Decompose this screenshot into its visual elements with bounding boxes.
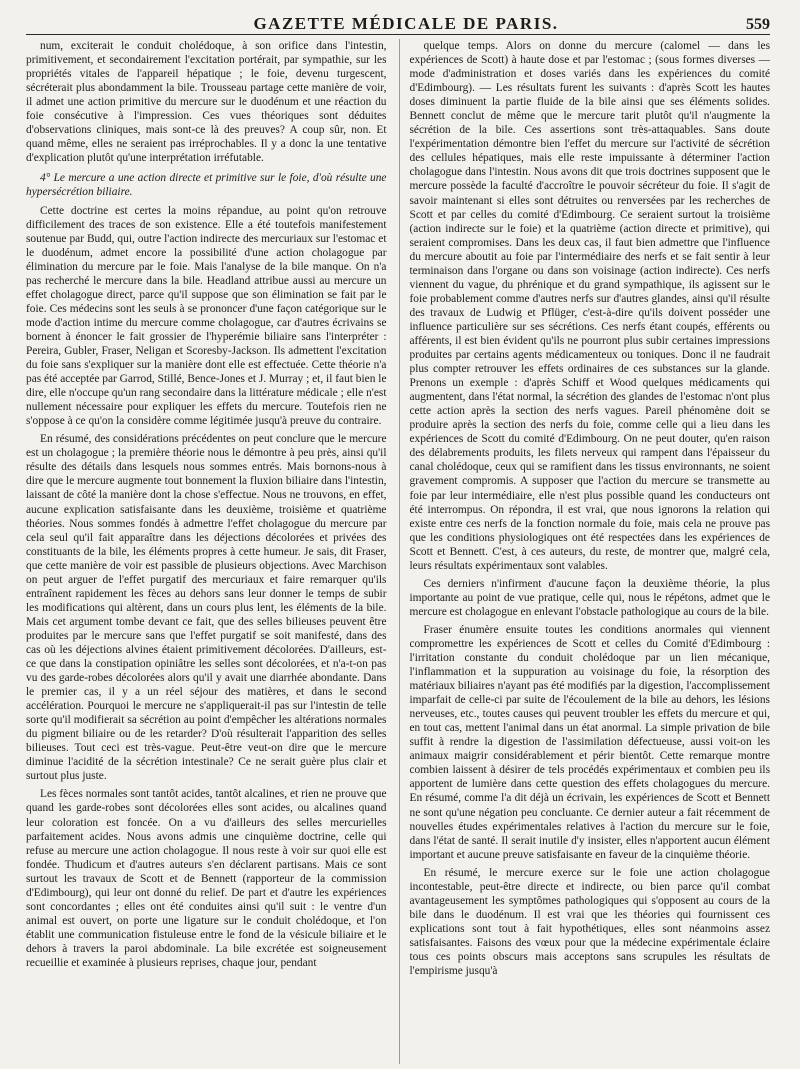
paragraph: Les fèces normales sont tantôt acides, tantôt alcalines, et rien ne prouve que quand les garde-robes sont décolorées elles sont acides, ou alcalines quand leur coloration est foncée. On a vu d'ailleurs des selles mercurielles parfaitement acides. Nous avons admis une cinquième doctrine, celle qui refuse au mercure une action cholagogue. Il nous reste à voir sur quoi elle est fondée. Thudicum et d'autres auteurs s'en déclarent partisans. Mais ce sont surtout les travaux de Scott et de Bennett (rapporteur de la commission d'Edimbourg), qui leur ont donné du relief. De part et d'autre les expériences sont concordantes ; elles ont été conduites ainsi qu'il suit : le ventre d'un animal est ouvert, on porte une ligature sur le conduit cholédoque, et l'on établit une communication fistuleuse entre le fond de la vésicule biliaire et le dehors à travers la paroi abdominale. La bile excrétée est soigneusement recueillie et examinée à plusieurs reprises, chaque jour, pendant: [26, 788, 387, 969]
right-column: [399, 39, 771, 1064]
left-column: [26, 39, 387, 1064]
paragraph: En résumé, des considérations précédentes on peut conclure que le mercure est un cholagogue ; la première théorie nous le démontre à peu près, ainsi qu'il résulte des détails dans lesquels nous sommes entrés. Mais bornons-nous à dire que le mercure augmente tout bonnement la fluxion biliaire dans l'intestin, laissant de côté la manière dont la chose s'effectue. Nous ne trouvons, en effet, aucune explication satisfaisante dans les deuxième, troisième et quatrième théories. Nous sommes fondés à admettre l'effet cholagogue du mercure par cela seul qu'il fait apparaître dans les déjections décolorées et privées des constituants de la bile, les éléments propres à cette humeur. Je sais, dit Fraser, que cette manière de voir est passible de plusieurs objections. Avec Marchison on peut arguer de l'effet purgatif des mercuriaux et faire remarquer qu'ils entraînent rapidement les fèces au dehors sans leur donner le temps de subir les modifications qui altèrent, dans un cours plus lent, les éléments de la bile. Mais cet argument tombe devant ce fait, que des selles bilieuses peuvent être produites par le mercure sans que l'effet purgatif se soit manifesté, dans des cas où les déjections alvines étaient primitivement décolorées. D'ailleurs, est-ce que dans la constipation opiniâtre les selles sont décolorées, et n'a-t-on pas vu des garde-robes décolorées alors qu'il y avait une diarrhée abondante. Dans le premier cas, il y a un réel séjour des matières, et dans le second accélération. Pourquoi le mercure ne s'appliquerait-il pas sur l'intestin de telle sorte qu'il modifierait sa sécrétion au point d'empêcher les altérations normales du pigment biliaire ou de les retarder? D'où résulterait l'apparition des selles bilieuses. Tout ceci est très-vague. Peut-être veut-on dire que le mercure diminue l'acidité de la sécrétion intestinale? Ce ne serait guère plus clair et surtout plus juste.: [26, 433, 387, 783]
text-columns: [26, 39, 770, 1064]
paragraph: Ces derniers n'infirment d'aucune façon la deuxième théorie, la plus importante au point de vue pratique, celle qui, nous le répétons, admet que le mercure est cholagogue en enlevant l'obstacle pathologique au cours de la bile.: [409, 577, 770, 618]
paragraph: Fraser énumère ensuite toutes les conditions anormales qui viennent compromettre les expériences de Scott et celles du Comité d'Edimbourg : l'irritation constante du conduit cholédoque par un lien mécanique, l'inflammation et la suppuration au voisinage du foie, la résorption des matériaux biliaires n'ayant pas été modifiés par la digestion, l'accomplissement imparfait de celle-ci par suite de l'écoulement de la bile au dehors, les lésions nerveuses, etc., toutes causes qui peuvent troubler les effets du mercure et qui, en tout cas, mettent l'animal dans un état anormal. La simple privation de bile suffit à rendre la digestion de l'assimilation défectueuse, aussi voit-on les animaux maigrir considérablement et périr bientôt. Cette remarque montre combien laissent à désirer de tels procédés expérimentaux et combien peu ils apportent de lumière dans cette question des effets cholagogues du mercure. En résumé, comme l'a dit déjà un écrivain, les expériences de Scott et Bennett ne sont qu'une négation peu concluante. Ce dernier auteur a fait récemment de nouvelles études expérimentales relatives à l'action du mercure sur le foie, dans l'état de santé. Il serait inutile d'y insister, elles n'apportent aucun élément important et aucune preuve satisfaisante en faveur de la cinquième théorie.: [409, 623, 770, 861]
section-heading: 4° Le mercure a une action directe et primitive sur le foie, d'où résulte une hypersécrétion biliaire.: [26, 172, 387, 199]
page-header: [26, 6, 770, 35]
publication-title: GAZETTE MÉDICALE DE PARIS.: [253, 14, 559, 33]
paragraph: num, exciterait le conduit cholédoque, à son orifice dans l'intestin, primitivement, et secondairement l'excitation portérait, par sympathie, sur les propriétés vitales de l'appareil hépatique ; le foie, devenu turgescent, sécréterait plus abondamment la bile. Trousseau partage cette manière de voir, il admet une action primitive du mercure sur le duodénum et une réaction du foie consécutive à l'impression. Ces vues théoriques sont déduites d'observations cliniques, mais sont-ce là des preuves? A coup sûr, non. Et quand même, elles ne seraient pas irréprochables. Il y a donc la une tentative d'explication plutôt qu'une interprétation irréfutable.: [26, 40, 387, 165]
paragraph: quelque temps. Alors on donne du mercure (calomel — dans les expériences de Scott) à haute dose et par l'estomac ; (sous formes diverses — mode d'administration et doses variés dans les expériences du comité d'Edimbourg). — Les résultats furent les suivants : d'après Scott les hautes doses diminuent la partie fluide de la bile ainsi que ses éléments solides. Bennett conclut de même que le mercure tarit plutôt qu'il n'augmente la sécrétion de la bile. Ces assertions sont très-attaquables. Sans doute l'expérimentation démontre bien l'effet du mercure sur l'activité de sécrétion des cellules hépatiques, mais elle reste impuissante à déterminer l'action cholagogue dans l'intestin. Nous avons dit que trois doctrines supposent que le mercure possède la faculté d'accroître le pouvoir sécréteur du foie. Il s'agit de savoir maintenant si elles sont détruites ou renversées par les recherches de Scott et par celles du comité d'Edimbourg. Ce seraient surtout la troisième (action indirecte sur le foie) et la quatrième (action directe et primitive), qui seraient compromises. Dans les deux cas, il faut bien admettre que l'influence du mercure aboutit au foie par l'intermédiaire des nerfs et se fait sentir à leur terminaison dans l'organe ou dans son voisinage (action indirecte). Ces nerfs viennent du vague, du phrénique et du grand sympathique, ils agissent sur le foie probablement comme d'autres nerfs sur d'autres glandes, ainsi qu'il résulte des travaux de Ludwig et Pflüger, c'est-à-dire qu'ils doivent posséder une influence particulière sur ses sécrétions. Ces nerfs étant coupés, efférents ou afférents, il est bien évident qu'ils ne pourront plus subir certaines impressions produites par certains agents médicamenteux ou toniques. Donc il ne faudrait plus compter retrouver les effets ordinaires de ces substances sur la glande. Prenons un exemple : d'après Schiff et Wood quelques médicaments qui augmentent, dans l'état normal, la sécrétion des glandes de l'estomac n'ont plus cette action après la section des nerfs vagues. Pareil phénomène doit se produire après la section des nerfs du foie, comme celle qui a lieu dans les expériences de Scott du comité d'Edimbourg. On ne peut douter, qu'en raison des délabrements produits, les filets nerveux qui rampent dans l'épaisseur du canal cholédoque, ceux qui se ramifient dans les tissus environnants, ne soient gravement compromis. A supposer que l'action du mercure se transmette au foie par leur intermédiaire, elle n'est plus possible quand les conducteurs ont été interrompus. On répondra, il est vrai, que nous ignorons la relation qui existe entre ces nerfs de la fonction normale du foie, mais cela ne prouve pas que les conditions physiologiques ont été respectées dans les expériences de Scott et Bennett. C'est, à ces auteurs, du reste, de montrer que, malgré cela, leurs résultats expérimentaux sont valables.: [409, 40, 770, 572]
paragraph: Cette doctrine est certes la moins répandue, au point qu'on retrouve difficilement des traces de son existence. Elle a été toutefois manifestement soutenue par Budd, qui, outre l'action indirecte des mercuriaux sur l'estomac et le duodénum, admet encore la possibilité d'une action cholagogue par élimination du mercure par le foie. Mais l'analyse de la bile manque. On n'a pas recherché le mercure dans la bile. Headland attribue aussi au mercure un effet cholagogue direct, parce qu'il suppose que son élimination se fait par le foie. Ces médecins sont les seuls à se prononcer d'une façon catégorique sur le mode d'action intime du mercure comme cholagogue, car d'autres écrivains se bornent à énoncer le fait grossier de l'hyperémie biliaire sans l'interpréter : Pereira, Gubler, Fraser, Neligan et Scoresby-Jackson. Ils admettent l'excitation du foie sans s'expliquer sur la manière dont elle est effectuée. Cette théorie n'a pas été acceptée par Garrod, Stillé, Bence-Jones et J. Murray ; et, il faut bien le dire, elle n'occupe qu'un rang secondaire dans la littérature médicale ; elle n'est nullement nécessaire pour expliquer les effets du mercure. Toutefois rien ne s'oppose à ce qu'on la considère comme légitimée jusqu'à preuve du contraire.: [26, 204, 387, 428]
paragraph: En résumé, le mercure exerce sur le foie une action cholagogue incontestable, peut-être directe et indirecte, ou bien parce qu'il combat avantageusement les symptômes pathologiques qui s'opposent au cours de la bile dans le duodénum. Il est vrai que les théories qui fournissent ces explications sont tout à fait hypothétiques, elles sont néanmoins assez satisfaisantes. Faisons des vœux pour que la médecine expérimentale éclaire tous ces points obscurs mais acceptons sans scrupules les résultats de l'empirisme jusqu'à: [409, 866, 770, 978]
page-number: 559: [746, 16, 770, 33]
